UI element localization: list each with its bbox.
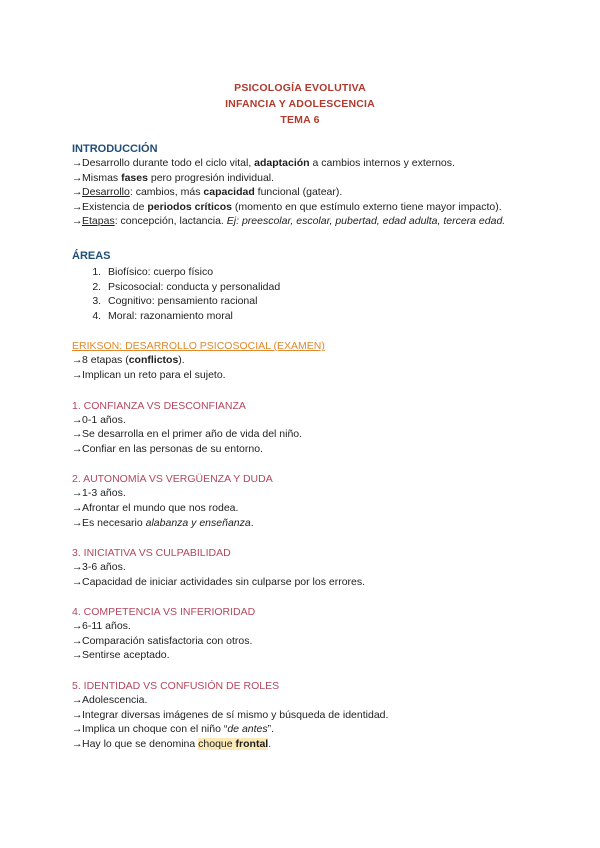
- stage2-line-1: →1-3 años.: [72, 487, 126, 500]
- highlighted-text: choque frontal: [198, 737, 269, 750]
- heading-stage-3: 3. INICIATIVA VS CULPABILIDAD: [72, 547, 231, 560]
- arrow-icon: →: [72, 354, 83, 367]
- stage1-line-3: →Confiar en las personas de su entorno.: [72, 442, 263, 455]
- heading-erikson: ERIKSON: DESARROLLO PSICOSOCIAL (EXAMEN): [72, 340, 325, 353]
- arrow-icon: →: [72, 634, 83, 647]
- heading-stage-4: 4. COMPETENCIA VS INFERIORIDAD: [72, 606, 256, 619]
- arrow-icon: →: [72, 561, 83, 574]
- heading-stage-1: 1. CONFIANZA VS DESCONFIANZA: [72, 399, 246, 412]
- stage4-line-1: →6-11 años.: [72, 620, 131, 633]
- arrow-icon: →: [72, 157, 83, 169]
- intro-line-4: →Existencia de periodos críticos (momento en que estímulo externo tiene mayor impacto).: [72, 200, 502, 213]
- stage2-line-2: →Afrontar el mundo que nos rodea.: [72, 501, 239, 514]
- stage3-line-2: →Capacidad de iniciar actividades sin culparse por los errores.: [72, 575, 366, 588]
- arrow-icon: →: [72, 708, 83, 721]
- heading-stage-5: 5. IDENTIDAD VS CONFUSIÓN DE ROLES: [72, 680, 280, 693]
- stage5-line-1: →Adolescencia.: [72, 694, 148, 707]
- arrow-icon: →: [72, 649, 83, 662]
- stage1-line-1: →0-1 años.: [72, 413, 126, 426]
- arrow-icon: →: [72, 215, 83, 228]
- arrow-icon: →: [72, 694, 83, 707]
- stage5-line-2: →Integrar diversas imágenes de sí mismo y búsqueda de identidad.: [72, 708, 389, 721]
- list-item: 1. Biofísico: cuerpo físico: [104, 265, 528, 280]
- stage5-line-4: →Hay lo que se denomina choque frontal.: [72, 737, 272, 750]
- title-subject: PSICOLOGÍA EVOLUTIVA: [234, 82, 366, 94]
- title-topic: TEMA 6: [280, 114, 320, 126]
- arrow-icon: →: [72, 516, 83, 529]
- document-title: [72, 80, 528, 128]
- stage4-line-3: →Sentirse aceptado.: [72, 649, 170, 662]
- arrow-icon: →: [72, 575, 83, 588]
- stage4-line-2: →Comparación satisfactoria con otros.: [72, 634, 253, 647]
- arrow-icon: →: [72, 723, 83, 736]
- list-item: 4. Moral: razonamiento moral: [104, 309, 528, 324]
- document-page: [72, 80, 528, 751]
- arrow-icon: →: [72, 171, 83, 184]
- title-course: INFANCIA Y ADOLESCENCIA: [225, 98, 375, 110]
- stage1-line-2: →Se desarrolla en el primer año de vida del niño.: [72, 428, 303, 441]
- heading-areas: ÁREAS: [72, 249, 111, 262]
- erikson-line-1: →8 etapas (conflictos).: [72, 354, 185, 367]
- intro-line-5: →Etapas: concepción, lactancia. Ej: preescolar, escolar, pubertad, edad adulta, tercera edad.: [72, 215, 506, 228]
- stage5-line-3: →Implica un choque con el niño “de antes”.: [72, 723, 275, 736]
- arrow-icon: →: [72, 413, 83, 426]
- arrow-icon: →: [72, 620, 83, 633]
- arrow-icon: →: [72, 737, 83, 750]
- erikson-line-2: →Implican un reto para el sujeto.: [72, 368, 226, 381]
- areas-list: [72, 265, 528, 323]
- arrow-icon: →: [72, 200, 83, 213]
- heading-introduccion: INTRODUCCIÓN: [72, 143, 158, 155]
- intro-line-3: →Desarrollo: cambios, más capacidad funcional (gatear).: [72, 186, 343, 199]
- stage3-line-1: →3-6 años.: [72, 561, 126, 574]
- list-item: 2. Psicosocial: conducta y personalidad: [104, 280, 528, 295]
- arrow-icon: →: [72, 186, 83, 199]
- list-item: 3. Cognitivo: pensamiento racional: [104, 294, 528, 309]
- arrow-icon: →: [72, 428, 83, 441]
- arrow-icon: →: [72, 501, 83, 514]
- intro-line-1: →Desarrollo durante todo el ciclo vital, adaptación a cambios internos y externos.: [72, 157, 455, 169]
- arrow-icon: →: [72, 442, 83, 455]
- stage2-line-3: →Es necesario alabanza y enseñanza.: [72, 516, 254, 529]
- intro-line-2: →Mismas fases pero progresión individual.: [72, 171, 275, 184]
- arrow-icon: →: [72, 368, 83, 381]
- arrow-icon: →: [72, 487, 83, 500]
- heading-stage-2: 2. AUTONOMÍA VS VERGÜENZA Y DUDA: [72, 473, 273, 486]
